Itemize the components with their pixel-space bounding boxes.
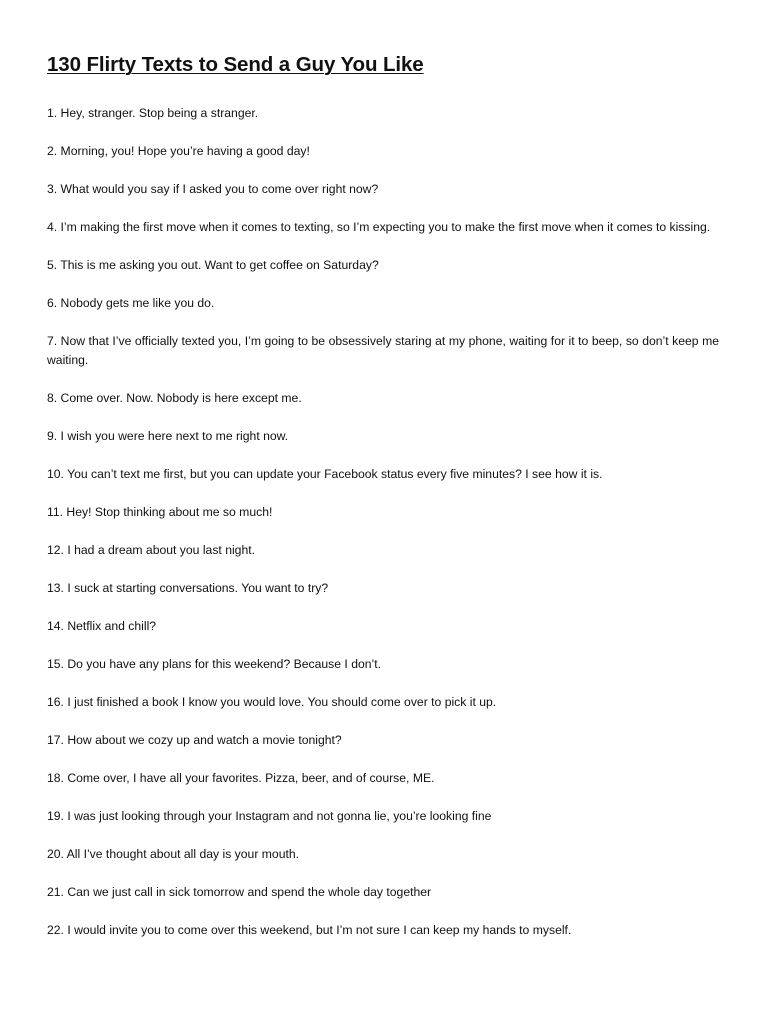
list-item: 13. I suck at starting conversations. You want to try? xyxy=(47,581,329,595)
list-item: 12. I had a dream about you last night. xyxy=(47,543,256,557)
text-list xyxy=(47,104,719,959)
document-title: 130 Flirty Texts to Send a Guy You Like xyxy=(47,53,424,76)
list-item: 5. This is me asking you out. Want to get coffee on Saturday? xyxy=(47,258,379,272)
list-item: 7. Now that I’ve officially texted you, I’m going to be obsessively staring at my phone, waiting for it to beep, so don’t keep me waiting. xyxy=(47,334,719,367)
list-item: 6. Nobody gets me like you do. xyxy=(47,296,215,310)
list-item: 4. I’m making the first move when it comes to texting, so I’m expecting you to make the first move when it comes to kissing. xyxy=(47,220,711,234)
list-item: 10. You can’t text me first, but you can update your Facebook status every five minutes? I see how it is. xyxy=(47,467,603,481)
list-item: 20. All I’ve thought about all day is your mouth. xyxy=(47,847,300,861)
list-item: 15. Do you have any plans for this weekend? Because I don’t. xyxy=(47,657,382,671)
list-item: 11. Hey! Stop thinking about me so much! xyxy=(47,505,273,519)
list-item: 3. What would you say if I asked you to come over right now? xyxy=(47,182,379,196)
list-item: 19. I was just looking through your Instagram and not gonna lie, you’re looking fine xyxy=(47,809,492,823)
list-item: 22. I would invite you to come over this weekend, but I’m not sure I can keep my hands to myself. xyxy=(47,923,572,937)
list-item: 2. Morning, you! Hope you’re having a good day! xyxy=(47,144,310,158)
list-item: 16. I just finished a book I know you would love. You should come over to pick it up. xyxy=(47,695,497,709)
list-item: 9. I wish you were here next to me right now. xyxy=(47,429,289,443)
list-item: 8. Come over. Now. Nobody is here except me. xyxy=(47,391,302,405)
list-item: 21. Can we just call in sick tomorrow and spend the whole day together xyxy=(47,885,432,899)
list-item: 1. Hey, stranger. Stop being a stranger. xyxy=(47,106,259,120)
list-item: 14. Netflix and chill? xyxy=(47,619,157,633)
list-item: 17. How about we cozy up and watch a movie tonight? xyxy=(47,733,342,747)
list-item: 18. Come over, I have all your favorites. Pizza, beer, and of course, ME. xyxy=(47,771,435,785)
